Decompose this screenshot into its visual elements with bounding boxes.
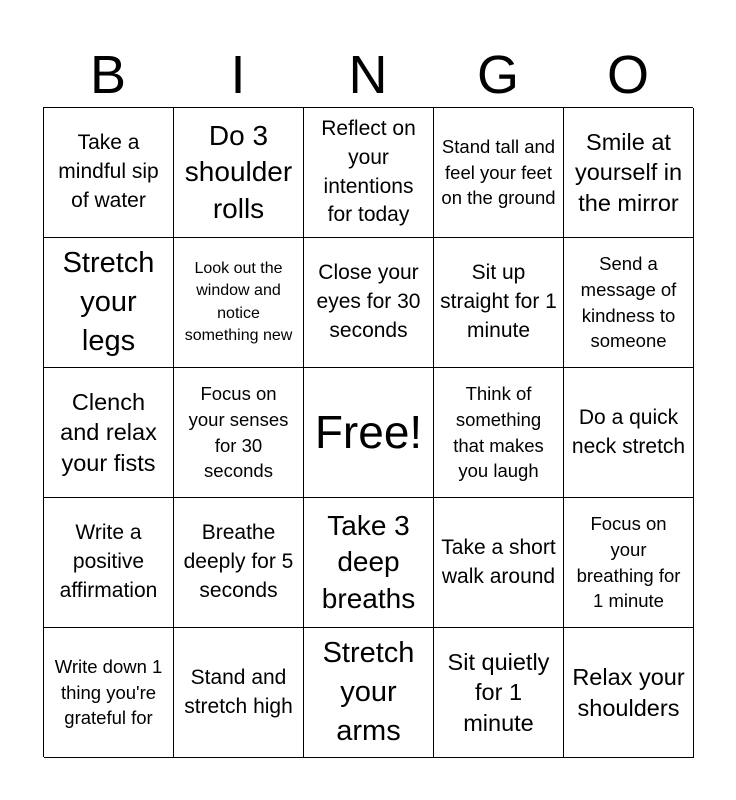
bingo-cell (564, 238, 694, 368)
bingo-cell (434, 628, 564, 758)
bingo-cell (564, 368, 694, 498)
bingo-cell-text: Focus on your senses for 30 seconds (188, 382, 289, 482)
bingo-cell (44, 108, 174, 238)
bingo-cell-text: Do 3 shoulder rolls (184, 119, 293, 224)
bingo-cell-text: Smile at yourself in the mirror (574, 128, 683, 216)
bingo-cell-free (304, 368, 434, 498)
bingo-cell (564, 628, 694, 758)
bingo-cell-text: Do a quick neck stretch (571, 405, 686, 458)
bingo-cell-text: Reflect on your intentions for today (321, 116, 416, 227)
bingo-cell-text: Take a mindful sip of water (58, 131, 159, 212)
bingo-cell (44, 498, 174, 628)
bingo-cell (564, 108, 694, 238)
bingo-cell (174, 108, 304, 238)
bingo-cell (174, 238, 304, 368)
header-letter-i: I (230, 45, 246, 105)
bingo-cell-text: Clench and relax your fists (60, 388, 157, 476)
bingo-cell-text: Close your eyes for 30 seconds (316, 261, 421, 342)
bingo-cell-text: Free! (314, 405, 423, 458)
bingo-cell (304, 498, 434, 628)
bingo-cell-text: Focus on your breathing for 1 minute (576, 512, 681, 612)
bingo-cell-text: Relax your shoulders (572, 663, 685, 721)
bingo-cell-text: Send a message of kindness to someone (580, 252, 677, 352)
bingo-cell (434, 108, 564, 238)
bingo-cell-text: Breathe deeply for 5 seconds (183, 521, 294, 602)
bingo-grid (43, 107, 693, 757)
bingo-cell-text: Sit up straight for 1 minute (440, 261, 557, 342)
bingo-cell (434, 238, 564, 368)
bingo-cell-text: Look out the window and notice something new (184, 259, 293, 344)
header-letter-b: B (89, 45, 127, 105)
bingo-cell (304, 628, 434, 758)
bingo-cell (564, 498, 694, 628)
bingo-cell-text: Take a short walk around (441, 535, 556, 588)
bingo-cell (304, 108, 434, 238)
bingo-cell-text: Sit quietly for 1 minute (447, 648, 550, 736)
header-letter-g: G (476, 45, 519, 105)
bingo-cell (434, 368, 564, 498)
bingo-cell (174, 368, 304, 498)
bingo-cell-text: Stand and stretch high (184, 665, 293, 718)
bingo-cell (174, 628, 304, 758)
bingo-cell-text: Write down 1 thing you're grateful for (54, 655, 163, 729)
bingo-cell-text: Stand tall and feel your feet on the ground (441, 135, 556, 209)
bingo-cell (44, 628, 174, 758)
bingo-cell-text: Write a positive affirmation (59, 521, 158, 602)
bingo-cell-text: Stretch your legs (62, 246, 155, 358)
bingo-cell (304, 238, 434, 368)
bingo-cell (44, 368, 174, 498)
bingo-cell-text: Take 3 deep breaths (321, 509, 416, 614)
bingo-cell (44, 238, 174, 368)
bingo-header (43, 44, 693, 108)
header-letter-n: N (348, 45, 388, 105)
bingo-cell (434, 498, 564, 628)
bingo-cell-text: Think of something that makes you laugh (453, 382, 544, 482)
bingo-cell (174, 498, 304, 628)
bingo-cell-text: Stretch your arms (322, 636, 415, 748)
header-letter-o: O (606, 45, 649, 105)
